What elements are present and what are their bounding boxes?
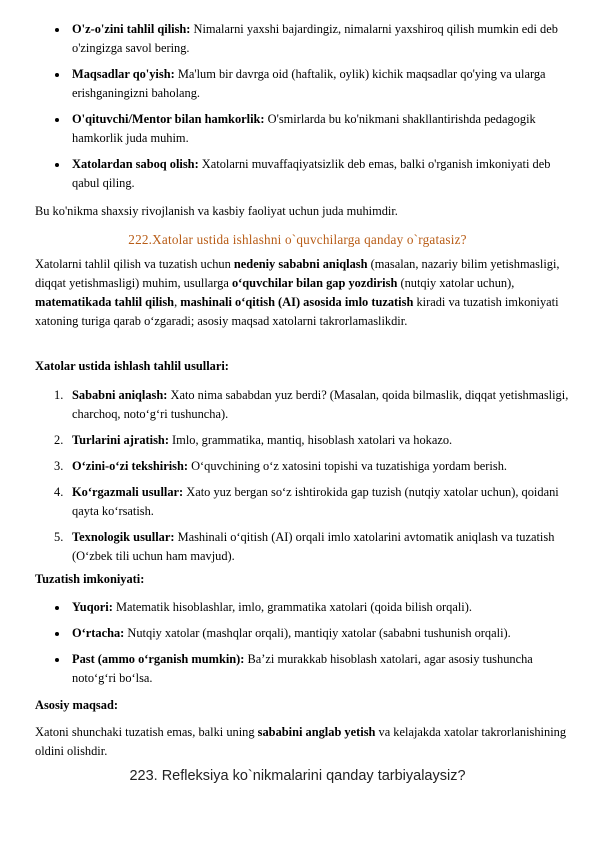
- item-title: O‘rtacha:: [72, 626, 125, 640]
- item-text: Mashinali o‘qitish (AI) orqali imlo xatolarini avtomatik aniqlash va tuzatish (O‘zbek tili uchun ham mavjud).: [72, 530, 555, 563]
- list-item: [0, 483, 595, 521]
- list-item: [0, 624, 595, 643]
- item-title: Yuqori:: [72, 600, 113, 614]
- bullet-icon: [55, 606, 59, 610]
- item-title: O‘zini-o‘zi tekshirish:: [72, 459, 188, 473]
- intro-paragraph: Xatolarni tahlil qilish va tuzatish uchun nedeniy sababni aniqlash (masalan, nazariy bilim yetishmasligi, diqqat yetishmasligi) muhim, usullarga o‘quvchilar bilan gap yozdirish (nutqiy xatolar uchun), matematikada tahlil qilish, mashinali o‘qitish (AI) asosida imlo tuzatish kiradi va tuzatish imkoniyati xatoning turiga qarab o‘zgaradi; asosiy maqsad xatolarni takrorlamaslikdir.: [35, 257, 560, 328]
- list-item: [0, 431, 595, 450]
- heading-222: 222.Xatolar ustida ishlashni o`quvchilarga qanday o`rgatasiz?: [128, 232, 467, 247]
- item-number: 2.: [54, 433, 64, 447]
- fix-list: [0, 598, 595, 688]
- item-number: 4.: [54, 485, 64, 499]
- item-text: O'smirlarda bu ko'nikmani shakllantirishda pedagogik hamkorlik juda muhim.: [72, 112, 536, 145]
- goal-title: Asosiy maqsad:: [35, 698, 118, 712]
- list-item: [0, 650, 595, 688]
- fix-title: Tuzatish imkoniyati:: [35, 572, 145, 586]
- item-text: Xato yuz bergan so‘z ishtirokida gap tuzish (nutqiy xatolar uchun), qoidani qayta ko‘rsatish.: [72, 485, 559, 518]
- item-text: Nimalarni yaxshi bajardingiz, nimalarni yaxshiroq qilish mumkin edi deb o'zingizga savol bering.: [72, 22, 558, 55]
- list-item: [0, 457, 595, 476]
- item-title: Sababni aniqlash:: [72, 388, 168, 402]
- item-text: Xatolarni muvaffaqiyatsizlik deb emas, balki o'rganish imkoniyati deb qabul qiling.: [72, 157, 551, 190]
- item-title: Xatolardan saboq olish:: [72, 157, 199, 171]
- top-bullet-list: [0, 20, 595, 193]
- bullet-icon: [55, 163, 59, 167]
- list-item: [0, 598, 595, 617]
- item-text: Xato nima sababdan yuz berdi? (Masalan, qoida bilmaslik, diqqat yetishmasligi, charchoq, noto‘g‘ri tushuncha).: [72, 388, 569, 421]
- list-item: [0, 386, 595, 424]
- item-number: 3.: [54, 459, 64, 473]
- item-title: O'z-o'zini tahlil qilish:: [72, 22, 191, 36]
- item-title: Ko‘rgazmali usullar:: [72, 485, 184, 499]
- bullet-icon: [55, 118, 59, 122]
- bullet-icon: [55, 73, 59, 77]
- bullet-icon: [55, 632, 59, 636]
- heading-223: 223. Refleksiya ko`nikmalarini qanday tarbiyalaysiz?: [129, 768, 466, 784]
- list-item: [0, 110, 595, 148]
- item-text: Imlo, grammatika, mantiq, hisoblash xatolari va hokazo.: [168, 433, 453, 447]
- item-text: O‘quvchining o‘z xatosini topishi va tuzatishiga yordam berish.: [187, 459, 507, 473]
- item-title: Turlarini ajratish:: [72, 433, 169, 447]
- item-title: Past (ammo o‘rganish mumkin):: [72, 652, 245, 666]
- bullet-icon: [55, 658, 59, 662]
- item-title: O'qituvchi/Mentor bilan hamkorlik:: [72, 112, 265, 126]
- summary-paragraph: Bu ko'nikma shaxsiy rivojlanish va kasbiy faoliyat uchun juda muhimdir.: [35, 204, 398, 218]
- list-item: [0, 528, 595, 566]
- list-item: [0, 65, 595, 103]
- item-text: Ma'lum bir davrga oid (haftalik, oylik) kichik maqsadlar qo'ying va ularga erishganingizni baholang.: [72, 67, 546, 100]
- bullet-icon: [55, 28, 59, 32]
- list-item: [0, 20, 595, 58]
- methods-title: Xatolar ustida ishlash tahlil usullari:: [35, 359, 229, 373]
- item-text: Nutqiy xatolar (mashqlar orqali), mantiqiy xatolar (sababni tushunish orqali).: [124, 626, 511, 640]
- item-text: Ba’zi murakkab hisoblash xatolari, agar asosiy tushuncha noto‘g‘ri bo‘lsa.: [72, 652, 533, 685]
- goal-paragraph: Xatoni shunchaki tuzatish emas, balki uning sababini anglab yetish va kelajakda xatolar takrorlanishining oldini olishdir.: [35, 725, 567, 758]
- list-item: [0, 155, 595, 193]
- item-text: Matematik hisoblashlar, imlo, grammatika xatolari (qoida bilish orqali).: [112, 600, 472, 614]
- methods-list: [0, 386, 595, 566]
- item-title: Maqsadlar qo'yish:: [72, 67, 175, 81]
- item-number: 1.: [54, 388, 64, 402]
- item-number: 5.: [54, 530, 64, 544]
- item-title: Texnologik usullar:: [72, 530, 175, 544]
